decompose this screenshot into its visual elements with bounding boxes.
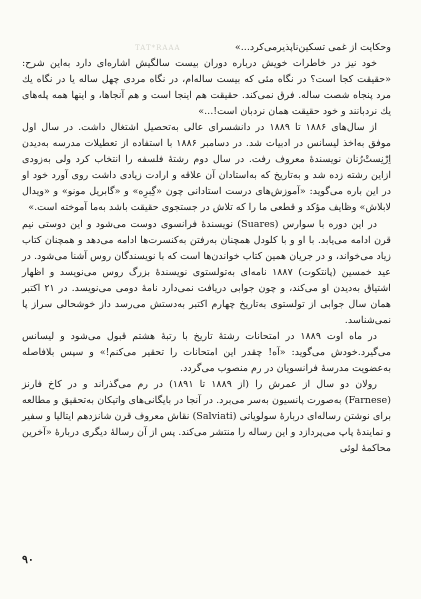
faded-header-mark: TAT*RAAA bbox=[135, 44, 181, 52]
paragraph: خود نیز در خاطرات خویش درباره دوران بیست سالگیش اشاره‌ای دارد به‌این شرح: «حقیقت کجا است؟ در نگاه مئی که بیست ساله‌ام، در نگاه مردی چهل ساله یا در نگاه یك مرد پنجاه شصت ساله. فرق نمی‌کند. حقیقت هم اینجا است و هم آنجاها، و اینها همه پله‌های یك نردبانند و خود حقیقت همان نردبان است!...» bbox=[22, 58, 391, 118]
paragraph: از سال‌های ۱۸۸۶ تا ۱۸۸۹ در دانشسرای عالی به‌تحصیل اشتغال داشت. در سال اول موفق به‌اخذ لیسانس در ادبیات شد. در دسامبر ۱۸۸۶ با استفاده از تعطیلات مدرسه به‌دیدن اِرْنِستْ‌رُنان نویسندهٔ معروف رفت. در سال دوم رشتهٔ فلسفه را انتخاب کرد ولی به‌زودی ازاین رشته زده شد و به‌تاریخ که به‌استادان آن علاقه و ارادت زیادی داشت روی آورد خود او در این باره می‌گوید: «آموزش‌های درست استادانی چون «گِبرِه» و «گابریل مونو» و «ویدال لابلاش» وظایف مؤکد و قطعی ما را که تلاش در جستجوی حقیقت باشد به‌ما آموخته است.» bbox=[22, 122, 391, 214]
paragraph: در این دوره با سوارس (Suares) نویسندهٔ فرانسوی دوست می‌شود و این دوستی نیم قرن ادامه می‌یابد. با او و با کلودل همچنان به‌رفتن به‌کنسرت‌ها ادامه می‌دهد و همچنان کتاب زیاد می‌خواند، و در جریان همین کتاب خواندن‌ها است که با نویسندگان روس آشنا می‌شود. در عید خمسین (پانتکوت) ۱۸۸۷ نامه‌ای به‌تولستوی نویسندهٔ بزرگ روس می‌نویسد و اظهار اشتیاق به‌دیدن او می‌کند، و چون جوابی دریافت نمی‌دارد نامهٔ دومی می‌نویسد. در ۲۱ اکتبر همان سال جوابی از تولستوی به‌تاریخ چهارم اکتبر به‌دستش می‌رسد داز خوشحالی سراز پا نمی‌شناسد. bbox=[22, 218, 392, 326]
paragraph: وحکایت از غمی تسکین‌ناپذیرمی‌کرد...» bbox=[234, 42, 391, 53]
paragraph: در ماه اوت ۱۸۸۹ در امتحانات رشتهٔ تاریخ با رتبهٔ هشتم قبول می‌شود و لیسانس می‌گیرد.خودش می‌گوید: «آه! چقدر این امتحانات را تحقیر می‌کنم!» و سپس بلافاصله به‌عضویت مدرسهٔ فرانسویان در رم منصوب می‌گردد. bbox=[22, 330, 391, 374]
page-number: ۹۰ bbox=[22, 553, 34, 566]
body-text bbox=[22, 40, 391, 457]
paragraph: رولان دو سال از عمرش را (از ۱۸۸۹ تا ۱۸۹۱) در رم می‌گذراند و در کاخ فارنز (Farnese) به‌صورت پانسیون به‌سر می‌برد. در آنجا در بایگانی‌های واتیکان به‌تحقیق و مطالعه برای نوشتن رساله‌ای دربارهٔ سولویاتی (Salviati) نقاش معروف قرن شانزدهم ایتالیا و سفیر و نمایندهٔ پاپ می‌پردازد و این رساله را منتشر می‌کند. پس از آن رسالهٔ دیگری دربارهٔ «آخرین محاکمهٔ لوئی bbox=[22, 378, 391, 455]
